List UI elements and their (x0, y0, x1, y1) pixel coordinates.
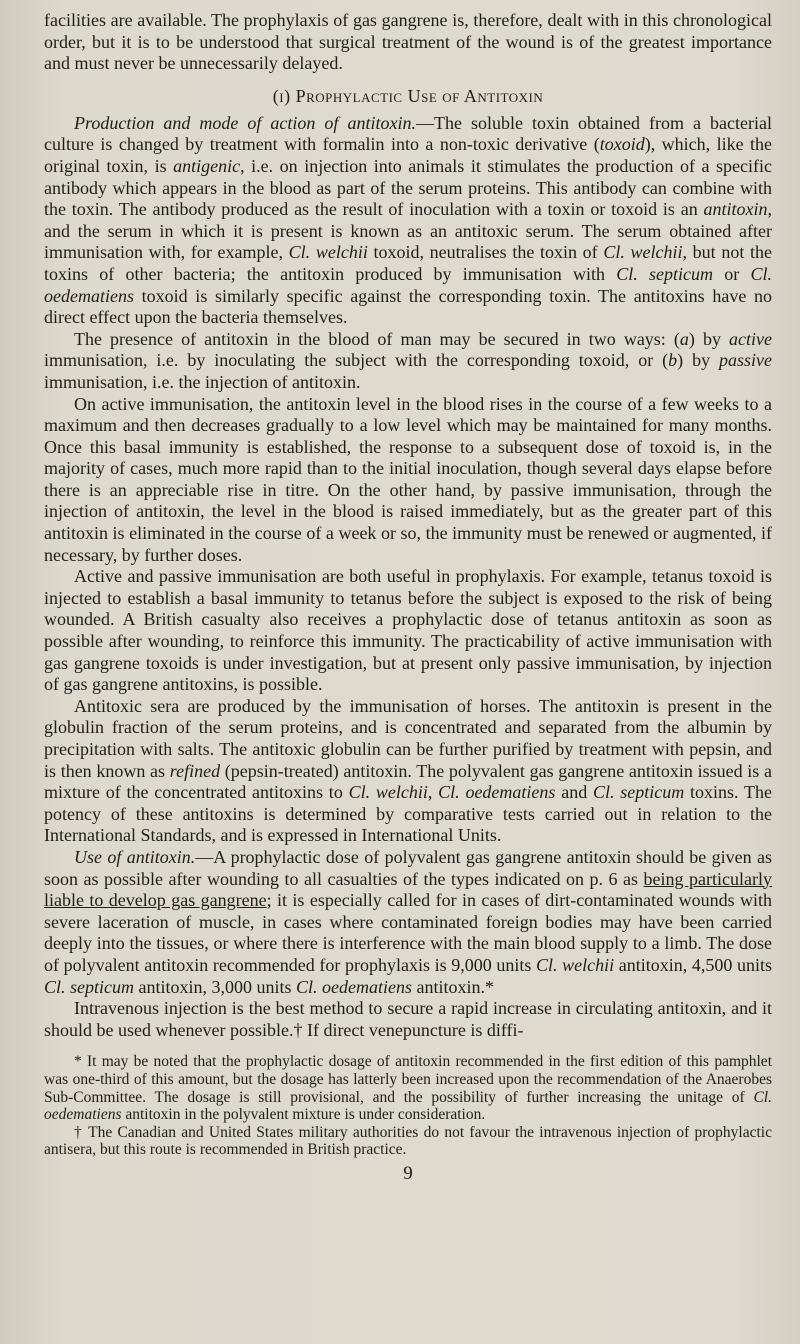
paragraph-use-of-antitoxin: Use of antitoxin.—A prophylactic dose of polyvalent gas gangrene antitoxin should be given as soon as possible after wounding to all casualties of the types indicated on p. 6 as being particularly liable to develop gas gangrene; it is especially called for in cases of dirt-contaminated wounds with severe laceration of muscle, in cases where contaminated foreign bodies may have been carried deeply into the tissues, or where there is interference with the main blood supply to a limb. The dose of polyvalent antitoxin recommended for prophylaxis is 9,000 units Cl. welchii antitoxin, 4,500 units Cl. septicum antitoxin, 3,000 units Cl. oedematiens antitoxin.* (44, 846, 773, 997)
paragraph-active-immunisation: On active immunisation, the antitoxin level in the blood rises in the course of a few weeks to a maximum and then decreases gradually to a low level which may be maintained for many months. Once this basal immunity is established, the response to a subsequent dose of toxoid is, in the majority of cases, much more rapid than to the initial inoculation, though several days elapse before there is an appreciable rise in titre. On the other hand, by passive immunisation, through the injection of antitoxin, the level in the blood is raised immediately, but as the greater part of this antitoxin is eliminated in the course of a week or so, the immunity must be renewed or augmented, if necessary, by further doses. (44, 393, 772, 565)
paragraph-lead-use: Use of antitoxin. (74, 846, 196, 867)
footnote-dosage: * It may be noted that the prophylactic dosage of antitoxin recommended in the first edition of this pamphlet was one-third of this amount, but the dosage has latterly been increased upon the recommendation of the Anaerobes Sub-Committee. The dosage is still provisional, and the possibility of further increasing the unitage of Cl. oedematiens antitoxin in the polyvalent mixture is under consideration. (44, 1053, 772, 1124)
page-number: 9 (403, 1162, 413, 1184)
paragraph-active-passive: Active and passive immunisation are both useful in prophylaxis. For example, tetanus toxoid is injected to establish a basal immunity to tetanus before the subject is exposed to the risk of being wounded. A British casualty also receives a prophylactic dose of tetanus antitoxin as soon as possible after wounding, to reinforce this immunity. The practicability of active immunisation with gas gangrene toxoids is under investigation, but at present only passive immunisation, by injection of gas gangrene antitoxins, is possible. (44, 566, 772, 695)
intro-paragraph: facilities are available. The prophylaxis of gas gangrene is, therefore, dealt with in this chronological order, but it is to be understood that surgical treatment of the wound is of the greatest importance and must never be unnecessarily delayed. (44, 10, 772, 74)
paragraph-antitoxic-sera: Antitoxic sera are produced by the immunisation of horses. The antitoxin is present in the globulin fraction of the serum proteins, and is concentrated and separated from the albumin by precipitation with salts. The antitoxic globulin can be further purified by treatment with pepsin, and is then known as refined (pepsin-treated) antitoxin. The polyvalent gas gangrene antitoxin issued is a mixture of the concentrated antitoxins to Cl. welchii, Cl. oedematiens and Cl. septicum toxins. The potency of these antitoxins is determined by comparative tests carried out in relation to the International Standards, and is expressed in International Units. (44, 695, 772, 846)
paragraph-intravenous: Intravenous injection is the best method to secure a rapid increase in circulating antitoxin, and it should be used whenever possible.† If direct venepuncture is diffi- (44, 998, 772, 1040)
footnotes (44, 1053, 772, 1159)
underlined-phrase: being particularly liable to develop gas gangrene (44, 868, 773, 911)
paragraph-lead-production: Production and mode of action of antitoxin. (74, 112, 416, 133)
section-heading: (i) Prophylactic Use of Antitoxin (272, 85, 544, 106)
footnote-canadian: † The Canadian and United States military authorities do not favour the intravenous injection of prophylactic antisera, but this route is recommended in British practice. (44, 1123, 772, 1159)
paragraph-presence: The presence of antitoxin in the blood of man may be secured in two ways: (a) by active immunisation, i.e. by inoculating the subject with the corresponding toxoid, or (b) by passive immunisation, i.e. the injection of antitoxin. (44, 328, 772, 392)
paragraph-production: Production and mode of action of antitoxin.—The soluble toxin obtained from a bacterial culture is changed by treatment with formalin into a non-toxic derivative (toxoid), which, like the original toxin, is antigenic, i.e. on injection into animals it stimulates the production of a specific antibody which appears in the blood as part of the serum proteins. This antibody can combine with the toxin. The antibody produced as the result of inoculation with a toxin or toxoid is an antitoxin, and the serum in which it is present is known as an antitoxic serum. The serum obtained after immunisation with, for example, Cl. welchii toxoid, neutralises the toxin of Cl. welchii, but not the toxins of other bacteria; the antitoxin produced by immunisation with Cl. septicum or Cl. oedematiens toxoid is similarly specific against the corresponding toxin. The antitoxins have no direct effect upon the bacteria themselves. (44, 112, 773, 328)
